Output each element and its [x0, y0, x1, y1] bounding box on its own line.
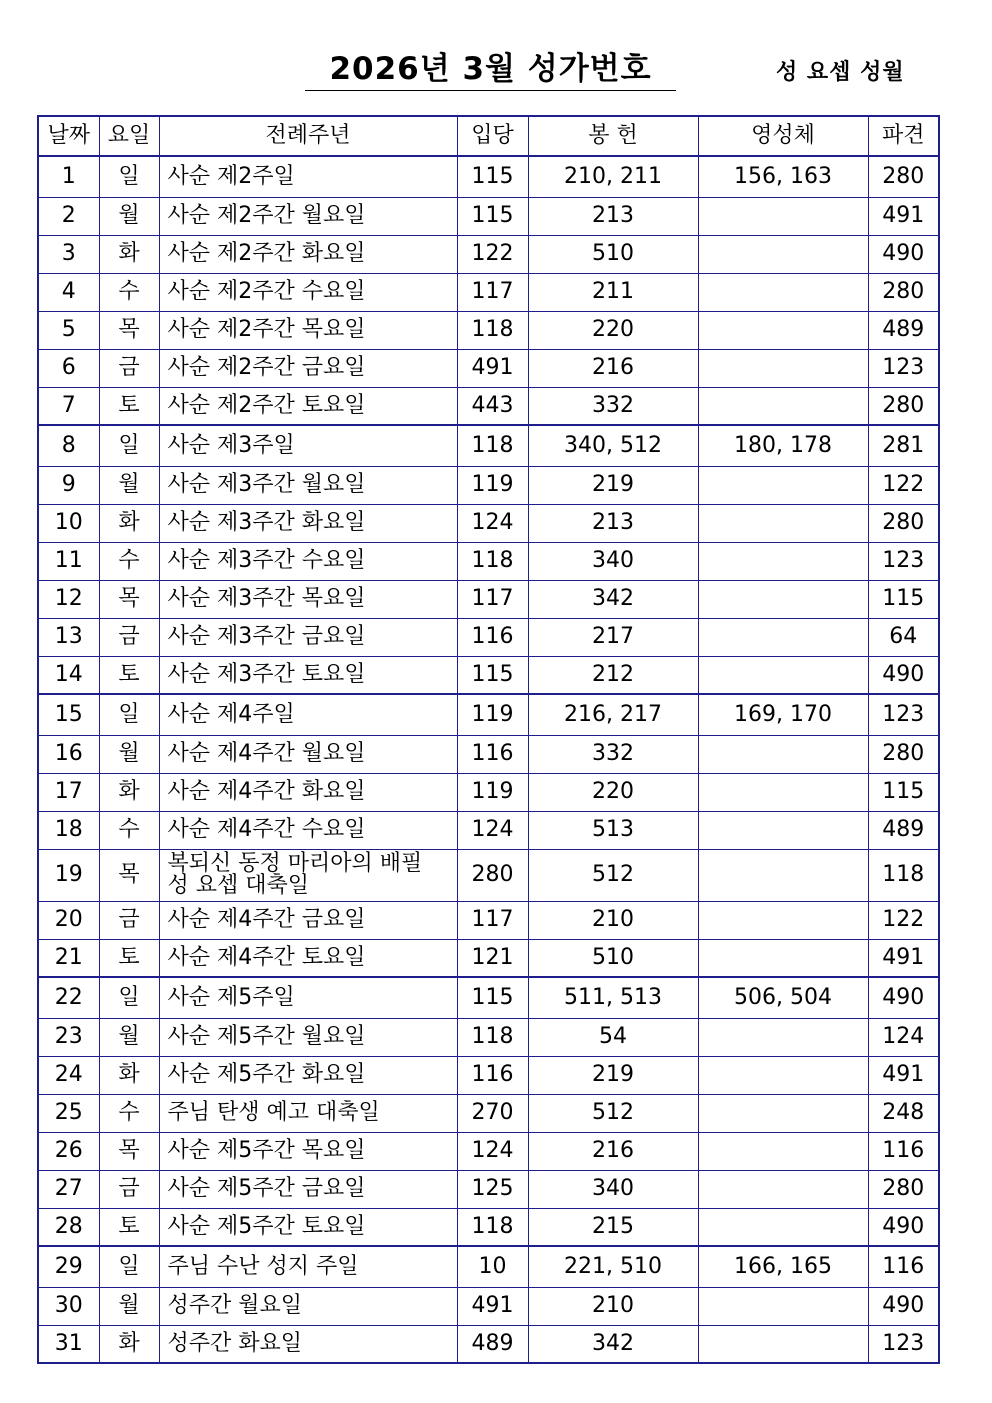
cell-sending: 124 — [868, 1018, 939, 1056]
cell-offertory: 340 — [528, 1170, 698, 1208]
cell-liturgy — [159, 1094, 457, 1132]
cell-communion: 180, 178 — [698, 425, 868, 466]
table-row — [38, 156, 939, 197]
liturgy-line: 사순 제4주간 토요일 — [167, 944, 366, 970]
cell-entrance: 124 — [457, 811, 528, 849]
cell-entrance: 116 — [457, 618, 528, 656]
cell-offertory: 342 — [528, 1325, 698, 1363]
table-row — [38, 1094, 939, 1132]
cell-entrance: 115 — [457, 977, 528, 1018]
cell-communion — [698, 618, 868, 656]
cell-day: 일 — [99, 156, 159, 197]
liturgy-line: 사순 제2주간 수요일 — [167, 279, 366, 304]
cell-sending: 490 — [868, 1208, 939, 1246]
cell-date: 15 — [38, 694, 99, 735]
cell-day: 화 — [99, 235, 159, 273]
cell-date: 8 — [38, 425, 99, 466]
cell-communion — [698, 901, 868, 939]
cell-sending: 280 — [868, 504, 939, 542]
cell-day: 월 — [99, 735, 159, 773]
cell-liturgy — [159, 694, 457, 735]
cell-liturgy — [159, 235, 457, 273]
cell-day: 토 — [99, 387, 159, 425]
cell-date: 26 — [38, 1132, 99, 1170]
cell-sending: 280 — [868, 273, 939, 311]
cell-day: 목 — [99, 580, 159, 618]
cell-day: 일 — [99, 977, 159, 1018]
cell-offertory: 342 — [528, 580, 698, 618]
cell-date: 4 — [38, 273, 99, 311]
cell-offertory: 340, 512 — [528, 425, 698, 466]
table-row — [38, 1018, 939, 1056]
cell-communion — [698, 197, 868, 235]
liturgy-line: 사순 제2주간 월요일 — [167, 203, 366, 228]
cell-liturgy — [159, 618, 457, 656]
cell-liturgy — [159, 542, 457, 580]
cell-date: 28 — [38, 1208, 99, 1246]
cell-date: 24 — [38, 1056, 99, 1094]
liturgy-line: 복되신 동정 마리아의 배필 — [167, 851, 423, 876]
cell-sending: 123 — [868, 542, 939, 580]
liturgy-line: 사순 제4주간 수요일 — [167, 817, 366, 842]
cell-offertory: 213 — [528, 504, 698, 542]
cell-entrance: 119 — [457, 773, 528, 811]
cell-day: 화 — [99, 1056, 159, 1094]
liturgy-line: 사순 제2주간 금요일 — [167, 355, 366, 380]
cell-liturgy — [159, 1208, 457, 1246]
cell-liturgy — [159, 1287, 457, 1325]
cell-communion — [698, 311, 868, 349]
table-row — [38, 1132, 939, 1170]
table-row — [38, 849, 939, 901]
cell-date: 27 — [38, 1170, 99, 1208]
cell-date: 20 — [38, 901, 99, 939]
cell-sending: 115 — [868, 773, 939, 811]
cell-communion — [698, 849, 868, 901]
table-row — [38, 197, 939, 235]
cell-date: 12 — [38, 580, 99, 618]
cell-date: 11 — [38, 542, 99, 580]
cell-entrance: 121 — [457, 939, 528, 977]
cell-date: 1 — [38, 156, 99, 197]
cell-date: 23 — [38, 1018, 99, 1056]
liturgy-line: 사순 제5주간 토요일 — [167, 1213, 366, 1239]
cell-sending: 116 — [868, 1132, 939, 1170]
page-title: 2026년 3월 성가번호 — [305, 52, 676, 91]
cell-entrance: 125 — [457, 1170, 528, 1208]
cell-date: 5 — [38, 311, 99, 349]
cell-sending: 491 — [868, 939, 939, 977]
cell-offertory: 212 — [528, 656, 698, 694]
cell-date: 22 — [38, 977, 99, 1018]
cell-liturgy — [159, 197, 457, 235]
hymn-schedule-table — [37, 115, 940, 1364]
cell-sending: 280 — [868, 735, 939, 773]
cell-liturgy — [159, 466, 457, 504]
cell-liturgy — [159, 1132, 457, 1170]
table-row — [38, 542, 939, 580]
cell-offertory: 332 — [528, 735, 698, 773]
table-row — [38, 504, 939, 542]
liturgy-line: 성주간 화요일 — [167, 1330, 303, 1356]
cell-communion — [698, 1170, 868, 1208]
cell-date: 3 — [38, 235, 99, 273]
table-row — [38, 1208, 939, 1246]
cell-liturgy — [159, 1018, 457, 1056]
cell-liturgy — [159, 811, 457, 849]
cell-entrance: 115 — [457, 156, 528, 197]
cell-offertory: 216, 217 — [528, 694, 698, 735]
cell-day: 월 — [99, 1287, 159, 1325]
cell-date: 6 — [38, 349, 99, 387]
table-row — [38, 273, 939, 311]
table-row — [38, 811, 939, 849]
cell-entrance: 118 — [457, 1208, 528, 1246]
liturgy-line: 사순 제3주간 토요일 — [167, 661, 366, 687]
cell-offertory: 221, 510 — [528, 1246, 698, 1287]
cell-sending: 123 — [868, 1325, 939, 1363]
cell-day: 금 — [99, 618, 159, 656]
cell-liturgy — [159, 156, 457, 197]
cell-liturgy — [159, 1325, 457, 1363]
cell-entrance: 491 — [457, 1287, 528, 1325]
cell-offertory: 215 — [528, 1208, 698, 1246]
header-liturgy: 전례주년 — [159, 116, 457, 156]
liturgy-line: 사순 제4주간 화요일 — [167, 779, 366, 804]
liturgy-line: 사순 제5주간 금요일 — [167, 1176, 366, 1201]
cell-day: 일 — [99, 425, 159, 466]
liturgy-line: 사순 제2주일 — [167, 163, 295, 189]
table-row — [38, 349, 939, 387]
cell-date: 25 — [38, 1094, 99, 1132]
liturgy-line: 사순 제2주간 목요일 — [167, 317, 366, 342]
cell-day: 토 — [99, 1208, 159, 1246]
cell-entrance: 122 — [457, 235, 528, 273]
cell-liturgy — [159, 425, 457, 466]
cell-liturgy — [159, 849, 457, 901]
cell-offertory: 210 — [528, 1287, 698, 1325]
cell-sending: 122 — [868, 466, 939, 504]
table-header-row — [38, 116, 939, 156]
cell-sending: 281 — [868, 425, 939, 466]
table-row — [38, 977, 939, 1018]
cell-liturgy — [159, 977, 457, 1018]
cell-entrance: 124 — [457, 504, 528, 542]
cell-offertory: 220 — [528, 773, 698, 811]
table-row — [38, 1056, 939, 1094]
table-row — [38, 387, 939, 425]
cell-communion — [698, 542, 868, 580]
cell-sending: 280 — [868, 1170, 939, 1208]
cell-liturgy — [159, 311, 457, 349]
cell-entrance: 119 — [457, 694, 528, 735]
cell-communion — [698, 656, 868, 694]
liturgy-line: 사순 제5주간 화요일 — [167, 1062, 366, 1087]
table-row — [38, 1325, 939, 1363]
cell-offertory: 510 — [528, 235, 698, 273]
cell-offertory: 54 — [528, 1018, 698, 1056]
table-row — [38, 773, 939, 811]
cell-sending: 115 — [868, 580, 939, 618]
cell-entrance: 124 — [457, 1132, 528, 1170]
liturgy-line: 사순 제3주간 목요일 — [167, 586, 366, 611]
cell-offertory: 219 — [528, 466, 698, 504]
cell-date: 19 — [38, 849, 99, 901]
cell-entrance: 116 — [457, 735, 528, 773]
liturgy-line-2: 성 요셉 대축일 — [167, 873, 309, 898]
cell-offertory: 217 — [528, 618, 698, 656]
cell-day: 금 — [99, 349, 159, 387]
cell-date: 14 — [38, 656, 99, 694]
cell-communion — [698, 1018, 868, 1056]
cell-sending: 122 — [868, 901, 939, 939]
cell-entrance: 118 — [457, 311, 528, 349]
table-row — [38, 1170, 939, 1208]
cell-offertory: 216 — [528, 1132, 698, 1170]
table-row — [38, 1246, 939, 1287]
cell-day: 화 — [99, 504, 159, 542]
liturgy-line: 사순 제2주간 토요일 — [167, 392, 366, 418]
cell-entrance: 443 — [457, 387, 528, 425]
cell-communion: 156, 163 — [698, 156, 868, 197]
cell-offertory: 512 — [528, 1094, 698, 1132]
cell-liturgy — [159, 901, 457, 939]
table-body — [38, 156, 939, 1363]
cell-day: 금 — [99, 1170, 159, 1208]
header-communion: 영성체 — [698, 116, 868, 156]
cell-entrance: 117 — [457, 580, 528, 618]
cell-sending: 123 — [868, 349, 939, 387]
cell-entrance: 118 — [457, 1018, 528, 1056]
cell-day: 금 — [99, 901, 159, 939]
cell-sending: 118 — [868, 849, 939, 901]
cell-sending: 489 — [868, 811, 939, 849]
cell-offertory: 340 — [528, 542, 698, 580]
cell-offertory: 512 — [528, 849, 698, 901]
liturgy-line: 사순 제5주간 목요일 — [167, 1138, 366, 1163]
cell-communion — [698, 580, 868, 618]
cell-offertory: 213 — [528, 197, 698, 235]
cell-offertory: 211 — [528, 273, 698, 311]
cell-offertory: 219 — [528, 1056, 698, 1094]
cell-communion: 169, 170 — [698, 694, 868, 735]
cell-day: 수 — [99, 273, 159, 311]
table-row — [38, 425, 939, 466]
liturgy-line: 사순 제3주간 화요일 — [167, 510, 366, 535]
liturgy-line: 사순 제5주일 — [167, 984, 295, 1010]
cell-offertory: 513 — [528, 811, 698, 849]
table-row — [38, 901, 939, 939]
cell-communion — [698, 1056, 868, 1094]
table-row — [38, 580, 939, 618]
header-offertory: 봉 헌 — [528, 116, 698, 156]
cell-communion — [698, 1208, 868, 1246]
cell-liturgy — [159, 735, 457, 773]
cell-entrance: 119 — [457, 466, 528, 504]
table-row — [38, 656, 939, 694]
cell-day: 목 — [99, 1132, 159, 1170]
liturgy-line: 사순 제3주간 월요일 — [167, 472, 366, 497]
liturgy-line: 사순 제3주일 — [167, 432, 295, 458]
cell-day: 월 — [99, 1018, 159, 1056]
header-sending: 파견 — [868, 116, 939, 156]
table-row — [38, 466, 939, 504]
cell-date: 30 — [38, 1287, 99, 1325]
cell-communion — [698, 504, 868, 542]
cell-offertory: 511, 513 — [528, 977, 698, 1018]
cell-offertory: 216 — [528, 349, 698, 387]
cell-day: 화 — [99, 773, 159, 811]
table-row — [38, 311, 939, 349]
cell-sending: 123 — [868, 694, 939, 735]
cell-communion — [698, 1287, 868, 1325]
cell-day: 수 — [99, 542, 159, 580]
cell-date: 18 — [38, 811, 99, 849]
cell-communion — [698, 811, 868, 849]
cell-entrance: 489 — [457, 1325, 528, 1363]
cell-date: 31 — [38, 1325, 99, 1363]
cell-entrance: 117 — [457, 901, 528, 939]
cell-sending: 490 — [868, 1287, 939, 1325]
table-row — [38, 735, 939, 773]
cell-sending: 491 — [868, 1056, 939, 1094]
cell-communion — [698, 1325, 868, 1363]
cell-entrance: 10 — [457, 1246, 528, 1287]
cell-day: 목 — [99, 311, 159, 349]
cell-date: 9 — [38, 466, 99, 504]
cell-day: 목 — [99, 849, 159, 901]
liturgy-line: 사순 제4주간 월요일 — [167, 741, 366, 766]
cell-liturgy — [159, 773, 457, 811]
liturgy-line: 주님 탄생 예고 대축일 — [167, 1100, 380, 1125]
cell-day: 화 — [99, 1325, 159, 1363]
cell-date: 10 — [38, 504, 99, 542]
cell-sending: 280 — [868, 387, 939, 425]
cell-date: 29 — [38, 1246, 99, 1287]
cell-day: 토 — [99, 939, 159, 977]
cell-date: 7 — [38, 387, 99, 425]
page-subtitle: 성 요셉 성월 — [776, 60, 905, 85]
cell-communion: 506, 504 — [698, 977, 868, 1018]
cell-liturgy — [159, 1246, 457, 1287]
cell-sending: 491 — [868, 197, 939, 235]
cell-liturgy — [159, 1170, 457, 1208]
cell-day: 월 — [99, 466, 159, 504]
cell-communion — [698, 939, 868, 977]
cell-entrance: 491 — [457, 349, 528, 387]
cell-offertory: 332 — [528, 387, 698, 425]
cell-day: 수 — [99, 811, 159, 849]
cell-offertory: 510 — [528, 939, 698, 977]
cell-communion — [698, 235, 868, 273]
liturgy-line: 사순 제4주일 — [167, 701, 295, 727]
table-row — [38, 1287, 939, 1325]
cell-date: 17 — [38, 773, 99, 811]
cell-date: 2 — [38, 197, 99, 235]
cell-date: 21 — [38, 939, 99, 977]
header-date: 날짜 — [38, 116, 99, 156]
cell-sending: 248 — [868, 1094, 939, 1132]
cell-liturgy — [159, 349, 457, 387]
cell-date: 16 — [38, 735, 99, 773]
header-entrance: 입당 — [457, 116, 528, 156]
cell-date: 13 — [38, 618, 99, 656]
cell-liturgy — [159, 580, 457, 618]
cell-sending: 489 — [868, 311, 939, 349]
cell-sending: 116 — [868, 1246, 939, 1287]
cell-entrance: 117 — [457, 273, 528, 311]
cell-communion — [698, 466, 868, 504]
cell-communion — [698, 1094, 868, 1132]
cell-day: 토 — [99, 656, 159, 694]
liturgy-line: 사순 제3주간 금요일 — [167, 624, 366, 649]
cell-liturgy — [159, 387, 457, 425]
table-row — [38, 618, 939, 656]
header-day: 요일 — [99, 116, 159, 156]
cell-day: 일 — [99, 1246, 159, 1287]
cell-day: 일 — [99, 694, 159, 735]
liturgy-line: 성주간 월요일 — [167, 1293, 303, 1318]
cell-communion — [698, 773, 868, 811]
cell-communion — [698, 735, 868, 773]
cell-liturgy — [159, 273, 457, 311]
liturgy-line: 사순 제4주간 금요일 — [167, 907, 366, 932]
liturgy-line: 사순 제2주간 화요일 — [167, 241, 366, 266]
cell-entrance: 270 — [457, 1094, 528, 1132]
table-row — [38, 939, 939, 977]
cell-liturgy — [159, 656, 457, 694]
cell-entrance: 118 — [457, 425, 528, 466]
cell-offertory: 220 — [528, 311, 698, 349]
cell-offertory: 210, 211 — [528, 156, 698, 197]
cell-liturgy — [159, 504, 457, 542]
cell-offertory: 210 — [528, 901, 698, 939]
cell-sending: 490 — [868, 235, 939, 273]
cell-sending: 490 — [868, 656, 939, 694]
cell-sending: 490 — [868, 977, 939, 1018]
cell-liturgy — [159, 1056, 457, 1094]
cell-entrance: 280 — [457, 849, 528, 901]
cell-entrance: 115 — [457, 197, 528, 235]
cell-communion — [698, 349, 868, 387]
cell-communion — [698, 387, 868, 425]
cell-communion — [698, 273, 868, 311]
cell-day: 수 — [99, 1094, 159, 1132]
cell-communion: 166, 165 — [698, 1246, 868, 1287]
liturgy-line: 사순 제3주간 수요일 — [167, 548, 366, 573]
liturgy-line: 주님 수난 성지 주일 — [167, 1253, 359, 1279]
liturgy-line: 사순 제5주간 월요일 — [167, 1024, 366, 1049]
cell-liturgy — [159, 939, 457, 977]
table-row — [38, 694, 939, 735]
cell-entrance: 118 — [457, 542, 528, 580]
cell-sending: 64 — [868, 618, 939, 656]
table-row — [38, 235, 939, 273]
cell-day: 월 — [99, 197, 159, 235]
cell-entrance: 116 — [457, 1056, 528, 1094]
cell-entrance: 115 — [457, 656, 528, 694]
cell-communion — [698, 1132, 868, 1170]
cell-sending: 280 — [868, 156, 939, 197]
